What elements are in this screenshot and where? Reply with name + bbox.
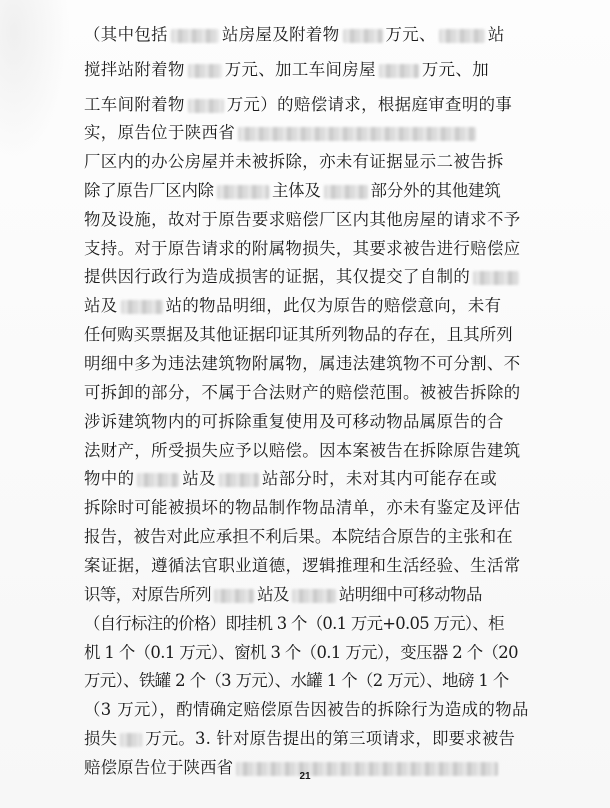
redacted-text xyxy=(188,99,224,113)
text-line: 损失 万元。3. 针对原告提出的第三项请求，即要求被告 xyxy=(84,729,516,748)
text-line: 物中的 站及 站部分时，未对其内可能存在或 xyxy=(84,469,498,488)
redacted-text xyxy=(238,127,476,141)
text-line: 报告，被告对此应承担不利后果。本院结合原告的主张和在 xyxy=(84,527,513,546)
redacted-text xyxy=(343,29,383,43)
text-line: 赔偿原告位于陕西省 xyxy=(84,753,524,782)
redacted-text xyxy=(292,589,336,603)
text-line: 可拆卸的部分，不属于合法财产的赔偿范围。被被告拆除的 xyxy=(84,383,521,402)
text-line: 除了原告厂区内除 主体及 部分外的其他建筑 xyxy=(84,181,501,200)
text-line: 机 1 个（0.1 万元）、窗机 3 个（0.1 万元），变压器 2 个（20 xyxy=(84,643,518,662)
redacted-text xyxy=(219,473,259,487)
text-line: 法财产，所受损失应予以赔偿。因本案被告在拆除原告建筑 xyxy=(84,441,521,460)
redacted-text xyxy=(473,271,519,285)
text-line: 万元）、铁罐 2 个（3 万元）、水罐 1 个（2 万元）、地磅 1 个 xyxy=(84,671,509,690)
redacted-text xyxy=(324,185,368,199)
redacted-text xyxy=(121,300,163,314)
redacted-text xyxy=(379,64,419,78)
redacted-text xyxy=(439,29,485,43)
redacted-text xyxy=(171,29,219,43)
text-line: 工车间附着物 万元）的赔偿请求，根据庭审查明的事 xyxy=(84,95,513,114)
text-line: 搅拌站附着物 万元、加工车间房屋 万元、加 xyxy=(84,60,490,79)
text-line: 厂区内的办公房屋并未被拆除，亦未有证据显示二被告拆 xyxy=(84,152,504,171)
page-number: 21 xyxy=(299,771,311,782)
text-line: （3 万元），酌情确定赔偿原告因被告的拆除行为造成的物品 xyxy=(84,700,529,719)
text-line: 支持。对于原告请求的附属物损失，其要求被告进行赔偿应 xyxy=(84,239,521,258)
text-line: 拆除时可能被损坏的物品制作物品清单，亦未有鉴定及评估 xyxy=(84,498,521,517)
text-line: 实，原告位于陕西省 xyxy=(84,118,524,147)
text-line: 识等，对原告所列 站及 站明细中可移动物品 xyxy=(84,585,482,604)
redacted-text xyxy=(120,733,142,747)
text-line: （自行标注的价格）即挂机 3 个（0.1 万元+0.05 万元）、柜 xyxy=(84,614,504,633)
text-line: 明细中多为违法建筑物附属物，属违法建筑物不可分割、不 xyxy=(84,354,521,373)
redacted-text xyxy=(214,589,254,603)
redacted-text xyxy=(188,64,222,78)
scan-watermark xyxy=(0,0,70,160)
text-line: 物及设施，故对于原告要求赔偿厂区内其他房屋的请求不予 xyxy=(84,210,521,229)
redacted-text xyxy=(137,473,179,487)
text-line: 提供因行政行为造成损害的证据，其仅提交了自制的 xyxy=(84,262,524,291)
redacted-text xyxy=(217,185,269,199)
text-line: 站及 站的物品明细，此仅为原告的赔偿意向，未有 xyxy=(84,296,502,315)
text-line: 涉诉建筑物内的可拆除重复使用及可移动物品属原告的合 xyxy=(84,412,504,431)
text-line: （其中包括 站房屋及附着物 万元、 站 xyxy=(84,25,505,44)
text-line: 案证据，遵循法官职业道德，逻辑推理和生活经验、生活常 xyxy=(84,556,521,575)
text-line: 任何购买票据及其他证据印证其所列物品的存在，且其所列 xyxy=(84,325,513,344)
